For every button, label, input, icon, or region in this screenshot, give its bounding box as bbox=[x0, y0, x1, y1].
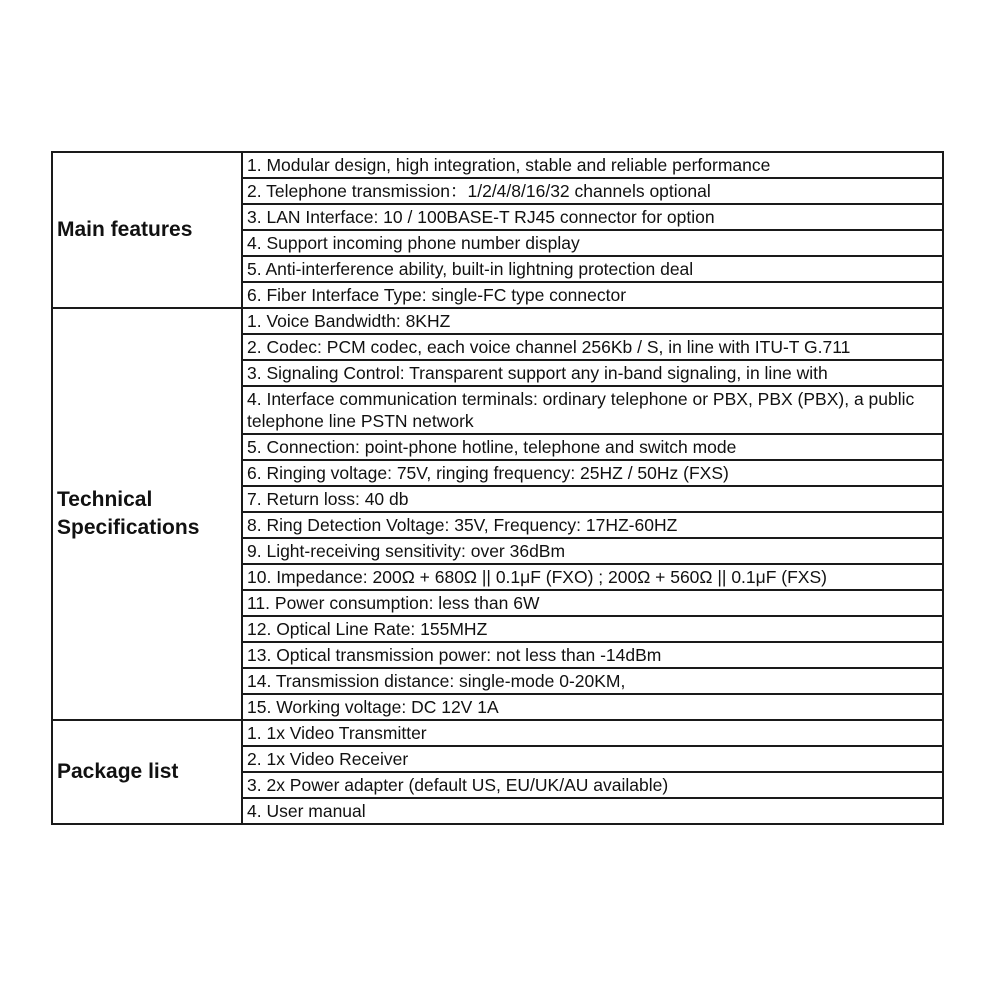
section-title-main-features: Main features bbox=[52, 152, 242, 308]
list-item: 6. Fiber Interface Type: single-FC type connector bbox=[242, 282, 943, 308]
list-item: 4. Interface communication terminals: ordinary telephone or PBX, PBX (PBX), a public telephone line PSTN network bbox=[242, 386, 943, 434]
list-item: 2. 1x Video Receiver bbox=[242, 746, 943, 772]
section-title-technical-specifications: Technical Specifications bbox=[52, 308, 242, 720]
list-item: 3. Signaling Control: Transparent support any in-band signaling, in line with bbox=[242, 360, 943, 386]
list-item: 1. Modular design, high integration, stable and reliable performance bbox=[242, 152, 943, 178]
section-title-package-list: Package list bbox=[52, 720, 242, 824]
list-item: 12. Optical Line Rate: 155MHZ bbox=[242, 616, 943, 642]
list-item: 6. Ringing voltage: 75V, ringing frequency: 25HZ / 50Hz (FXS) bbox=[242, 460, 943, 486]
table-row bbox=[52, 720, 943, 746]
list-item: 7. Return loss: 40 db bbox=[242, 486, 943, 512]
table-row bbox=[52, 308, 943, 334]
list-item: 1. 1x Video Transmitter bbox=[242, 720, 943, 746]
list-item: 1. Voice Bandwidth: 8KHZ bbox=[242, 308, 943, 334]
list-item: 2. Codec: PCM codec, each voice channel 256Kb / S, in line with ITU-T G.711 bbox=[242, 334, 943, 360]
table-row bbox=[52, 152, 943, 178]
list-item: 2. Telephone transmission：1/2/4/8/16/32 channels optional bbox=[242, 178, 943, 204]
list-item: 3. 2x Power adapter (default US, EU/UK/AU available) bbox=[242, 772, 943, 798]
list-item: 9. Light-receiving sensitivity: over 36dBm bbox=[242, 538, 943, 564]
spec-table bbox=[51, 151, 944, 825]
list-item: 15. Working voltage: DC 12V 1A bbox=[242, 694, 943, 720]
list-item: 3. LAN Interface: 10 / 100BASE-T RJ45 connector for option bbox=[242, 204, 943, 230]
list-item: 13. Optical transmission power: not less than -14dBm bbox=[242, 642, 943, 668]
list-item: 4. User manual bbox=[242, 798, 943, 824]
list-item: 4. Support incoming phone number display bbox=[242, 230, 943, 256]
list-item: 14. Transmission distance: single-mode 0-20KM, bbox=[242, 668, 943, 694]
list-item: 11. Power consumption: less than 6W bbox=[242, 590, 943, 616]
list-item: 8. Ring Detection Voltage: 35V, Frequency: 17HZ-60HZ bbox=[242, 512, 943, 538]
list-item: 10. Impedance: 200Ω + 680Ω || 0.1μF (FXO) ; 200Ω + 560Ω || 0.1μF (FXS) bbox=[242, 564, 943, 590]
list-item: 5. Connection: point-phone hotline, telephone and switch mode bbox=[242, 434, 943, 460]
list-item: 5. Anti-interference ability, built-in lightning protection deal bbox=[242, 256, 943, 282]
